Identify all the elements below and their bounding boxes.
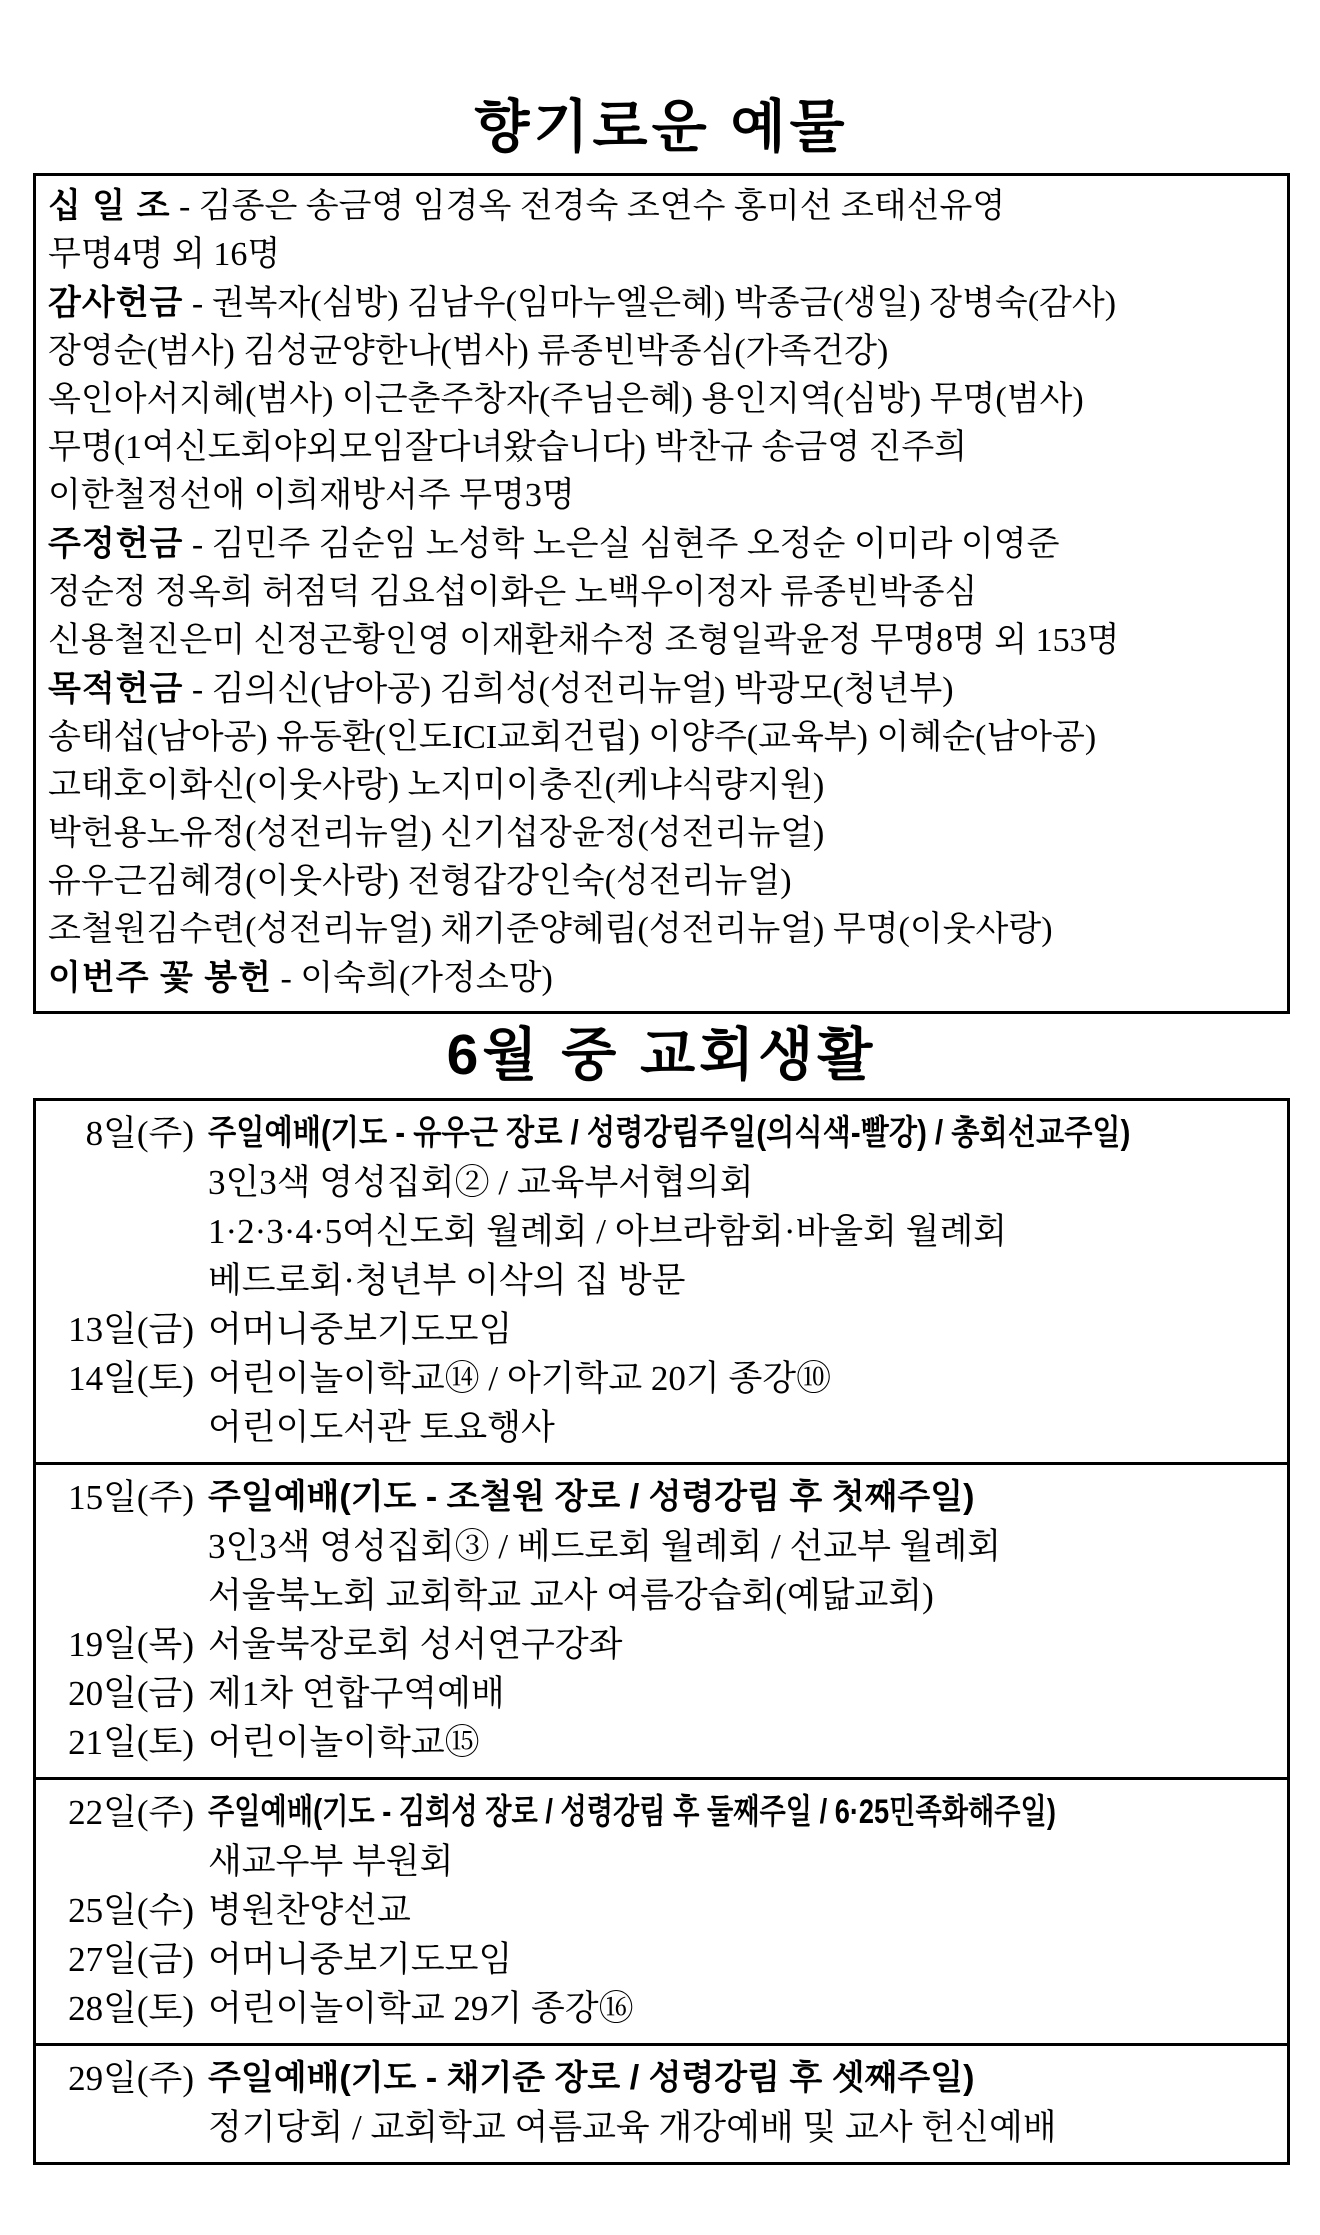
schedule-date: 13일(금) xyxy=(68,1310,194,1350)
offering-line xyxy=(48,714,1275,762)
june-schedule-title: 6월 중 교회생활 xyxy=(446,1022,877,1087)
schedule-date: 25일(수) xyxy=(68,1891,194,1931)
schedule-date xyxy=(46,1256,208,1305)
schedule-event: 서울북장로회 성서연구강좌 xyxy=(208,1625,623,1665)
schedule-event: 3인3색 영성집회③ / 베드로회 월례회 / 선교부 월례회 xyxy=(208,1527,1002,1567)
schedule-date xyxy=(46,2103,208,2152)
offering-label: 십 일 조 xyxy=(48,186,171,225)
schedule-event: 제1차 연합구역예배 xyxy=(208,1674,505,1714)
schedule-row xyxy=(46,1886,1277,1935)
schedule-date: 29일(주) xyxy=(68,2059,194,2099)
schedule-row xyxy=(46,1718,1277,1767)
offering-text: 박헌용노유정(성전리뉴얼) 신기섭장윤정(성전리뉴얼) xyxy=(48,814,825,852)
offering-label: 이번주 꽃 봉헌 xyxy=(48,958,272,997)
schedule-event: 서울북노회 교회학교 교사 여름강습회(예닮교회) xyxy=(208,1576,934,1616)
schedule-row xyxy=(46,1620,1277,1669)
offering-line xyxy=(48,954,1275,1003)
schedule-row xyxy=(46,1788,1277,1837)
schedule-date: 27일(금) xyxy=(68,1940,194,1980)
schedule-row xyxy=(46,1473,1277,1522)
offering-text: 조철원김수련(성전리뉴얼) 채기준양혜림(성전리뉴얼) 무명(이웃사랑) xyxy=(48,910,1053,948)
offering-line xyxy=(48,906,1275,954)
schedule-date xyxy=(46,1403,208,1452)
offering-label: 목적헌금 xyxy=(48,669,184,708)
schedule-event: 어린이놀이학교⑮ xyxy=(208,1723,480,1763)
offering-text: 유우근김혜경(이웃사랑) 전형갑강인숙(성전리뉴얼) xyxy=(48,862,792,900)
offering-text: 무명(1여신도회야외모임잘다녀왔습니다) 박찬규 송금영 진주희 xyxy=(48,428,968,466)
schedule-date: 22일(주) xyxy=(68,1793,194,1833)
offering-text: 신용철진은미 신정곤황인영 이재환채수정 조형일곽윤정 무명8명 외 153명 xyxy=(48,621,1120,659)
offering-line xyxy=(48,810,1275,858)
offering-line xyxy=(48,279,1275,328)
offering-text: - 김민주 김순임 노성학 노은실 심현주 오정순 이미라 이영준 xyxy=(183,525,1060,563)
schedule-event: 병원찬양선교 xyxy=(208,1891,411,1931)
schedule-week4-box xyxy=(33,2043,1290,2165)
schedule-event: 주일예배(기도 - 조철원 장로 / 성령강림 후 첫째주일) xyxy=(208,1478,975,1517)
schedule-date: 20일(금) xyxy=(68,1674,194,1714)
offering-line xyxy=(48,617,1275,665)
schedule-row xyxy=(46,1403,1277,1452)
offerings-title: 향기로운 예물 xyxy=(474,95,849,159)
schedule-event: 새교우부 부원회 xyxy=(208,1842,454,1882)
offering-text: 고태호이화신(이웃사랑) 노지미이충진(케냐식량지원) xyxy=(48,766,825,804)
schedule-event: 1·2·3·4·5여신도회 월례회 / 아브라함회·바울회 월례회 xyxy=(208,1212,1008,1252)
schedule-row xyxy=(46,1305,1277,1354)
schedule-event: 주일예배(기도 - 채기준 장로 / 성령강림 후 셋째주일) xyxy=(208,2059,975,2098)
schedule-date xyxy=(46,1571,208,1620)
offering-text: 장영순(범사) 김성균양한나(범사) 류종빈박종심(가족건강) xyxy=(48,332,889,370)
offering-label: 주정헌금 xyxy=(48,524,184,563)
offering-line xyxy=(48,182,1275,231)
schedule-date xyxy=(46,1837,208,1886)
schedule-row xyxy=(46,1207,1277,1256)
offering-text: 정순정 정옥희 허점덕 김요섭이화은 노백우이정자 류종빈박종심 xyxy=(48,573,978,611)
schedule-date: 21일(토) xyxy=(68,1723,194,1763)
schedule-row xyxy=(46,1109,1277,1158)
offering-line xyxy=(48,520,1275,569)
schedule-week1-box xyxy=(33,1098,1290,1465)
schedule-row xyxy=(46,1935,1277,1984)
schedule-row xyxy=(46,1354,1277,1403)
schedule-date: 14일(토) xyxy=(68,1359,194,1399)
offering-label: 감사헌금 xyxy=(48,283,184,322)
schedule-row xyxy=(46,1571,1277,1620)
schedule-date xyxy=(46,1522,208,1571)
schedule-row xyxy=(46,2054,1277,2103)
schedule-event: 주일예배(기도 - 유우근 장로 / 성령강림주일(의식색-빨강) / 총회선교주일) xyxy=(208,1114,1131,1153)
schedule-date: 8일(주) xyxy=(85,1114,194,1154)
schedule-row xyxy=(46,1837,1277,1886)
offering-text: 무명4명 외 16명 xyxy=(48,235,281,273)
offering-text: 옥인아서지혜(범사) 이근춘주창자(주님은혜) 용인지역(심방) 무명(범사) xyxy=(48,380,1084,418)
offering-line xyxy=(48,376,1275,424)
schedule-event: 3인3색 영성집회② / 교육부서협의회 xyxy=(208,1163,754,1203)
schedule-event: 어머니중보기도모임 xyxy=(208,1940,513,1980)
schedule-week2-box xyxy=(33,1462,1290,1780)
schedule-row xyxy=(46,2103,1277,2152)
offering-line xyxy=(48,858,1275,906)
schedule-date: 19일(목) xyxy=(68,1625,194,1665)
schedule-event: 주일예배(기도 - 김희성 장로 / 성령강림 후 둘째주일 / 6·25민족화해주일) xyxy=(208,1793,1056,1832)
schedule-event: 베드로회·청년부 이삭의 집 방문 xyxy=(208,1261,686,1301)
schedule-week3-box xyxy=(33,1777,1290,2046)
schedule-event: 어린이놀이학교⑭ / 아기학교 20기 종강⑩ xyxy=(208,1359,832,1399)
offering-line xyxy=(48,231,1275,279)
offering-line xyxy=(48,762,1275,810)
schedule-date xyxy=(46,1207,208,1256)
schedule-event: 어머니중보기도모임 xyxy=(208,1310,513,1350)
schedule-row xyxy=(46,1522,1277,1571)
offering-text: 송태섭(남아공) 유동환(인도ICI교회건립) 이양주(교육부) 이혜순(남아공) xyxy=(48,718,1097,756)
offering-line xyxy=(48,424,1275,472)
offering-text: - 김의신(남아공) 김희성(성전리뉴얼) 박광모(청년부) xyxy=(183,670,954,708)
offerings-box xyxy=(33,173,1290,1014)
schedule-row xyxy=(46,1984,1277,2033)
schedule-date: 15일(주) xyxy=(68,1478,194,1518)
offering-line xyxy=(48,569,1275,617)
schedule-row xyxy=(46,1669,1277,1718)
offering-text: - 김종은 송금영 임경옥 전경숙 조연수 홍미선 조태선유영 xyxy=(170,187,1006,225)
offering-text: - 이숙희(가정소망) xyxy=(271,959,553,997)
schedule-event: 정기당회 / 교회학교 여름교육 개강예배 및 교사 헌신예배 xyxy=(208,2108,1057,2148)
schedule-row xyxy=(46,1158,1277,1207)
offering-line xyxy=(48,328,1275,376)
schedule-date xyxy=(46,1158,208,1207)
schedule-event: 어린이놀이학교 29기 종강⑯ xyxy=(208,1989,634,2029)
schedule-date: 28일(토) xyxy=(68,1989,194,2029)
schedule-event: 어린이도서관 토요행사 xyxy=(208,1408,555,1448)
offering-text: 이한철정선애 이희재방서주 무명3명 xyxy=(48,476,575,514)
offering-text: - 권복자(심방) 김남우(임마누엘은혜) 박종금(생일) 장병숙(감사) xyxy=(183,284,1117,322)
offering-line xyxy=(48,472,1275,520)
offering-line xyxy=(48,665,1275,714)
schedule-row xyxy=(46,1256,1277,1305)
